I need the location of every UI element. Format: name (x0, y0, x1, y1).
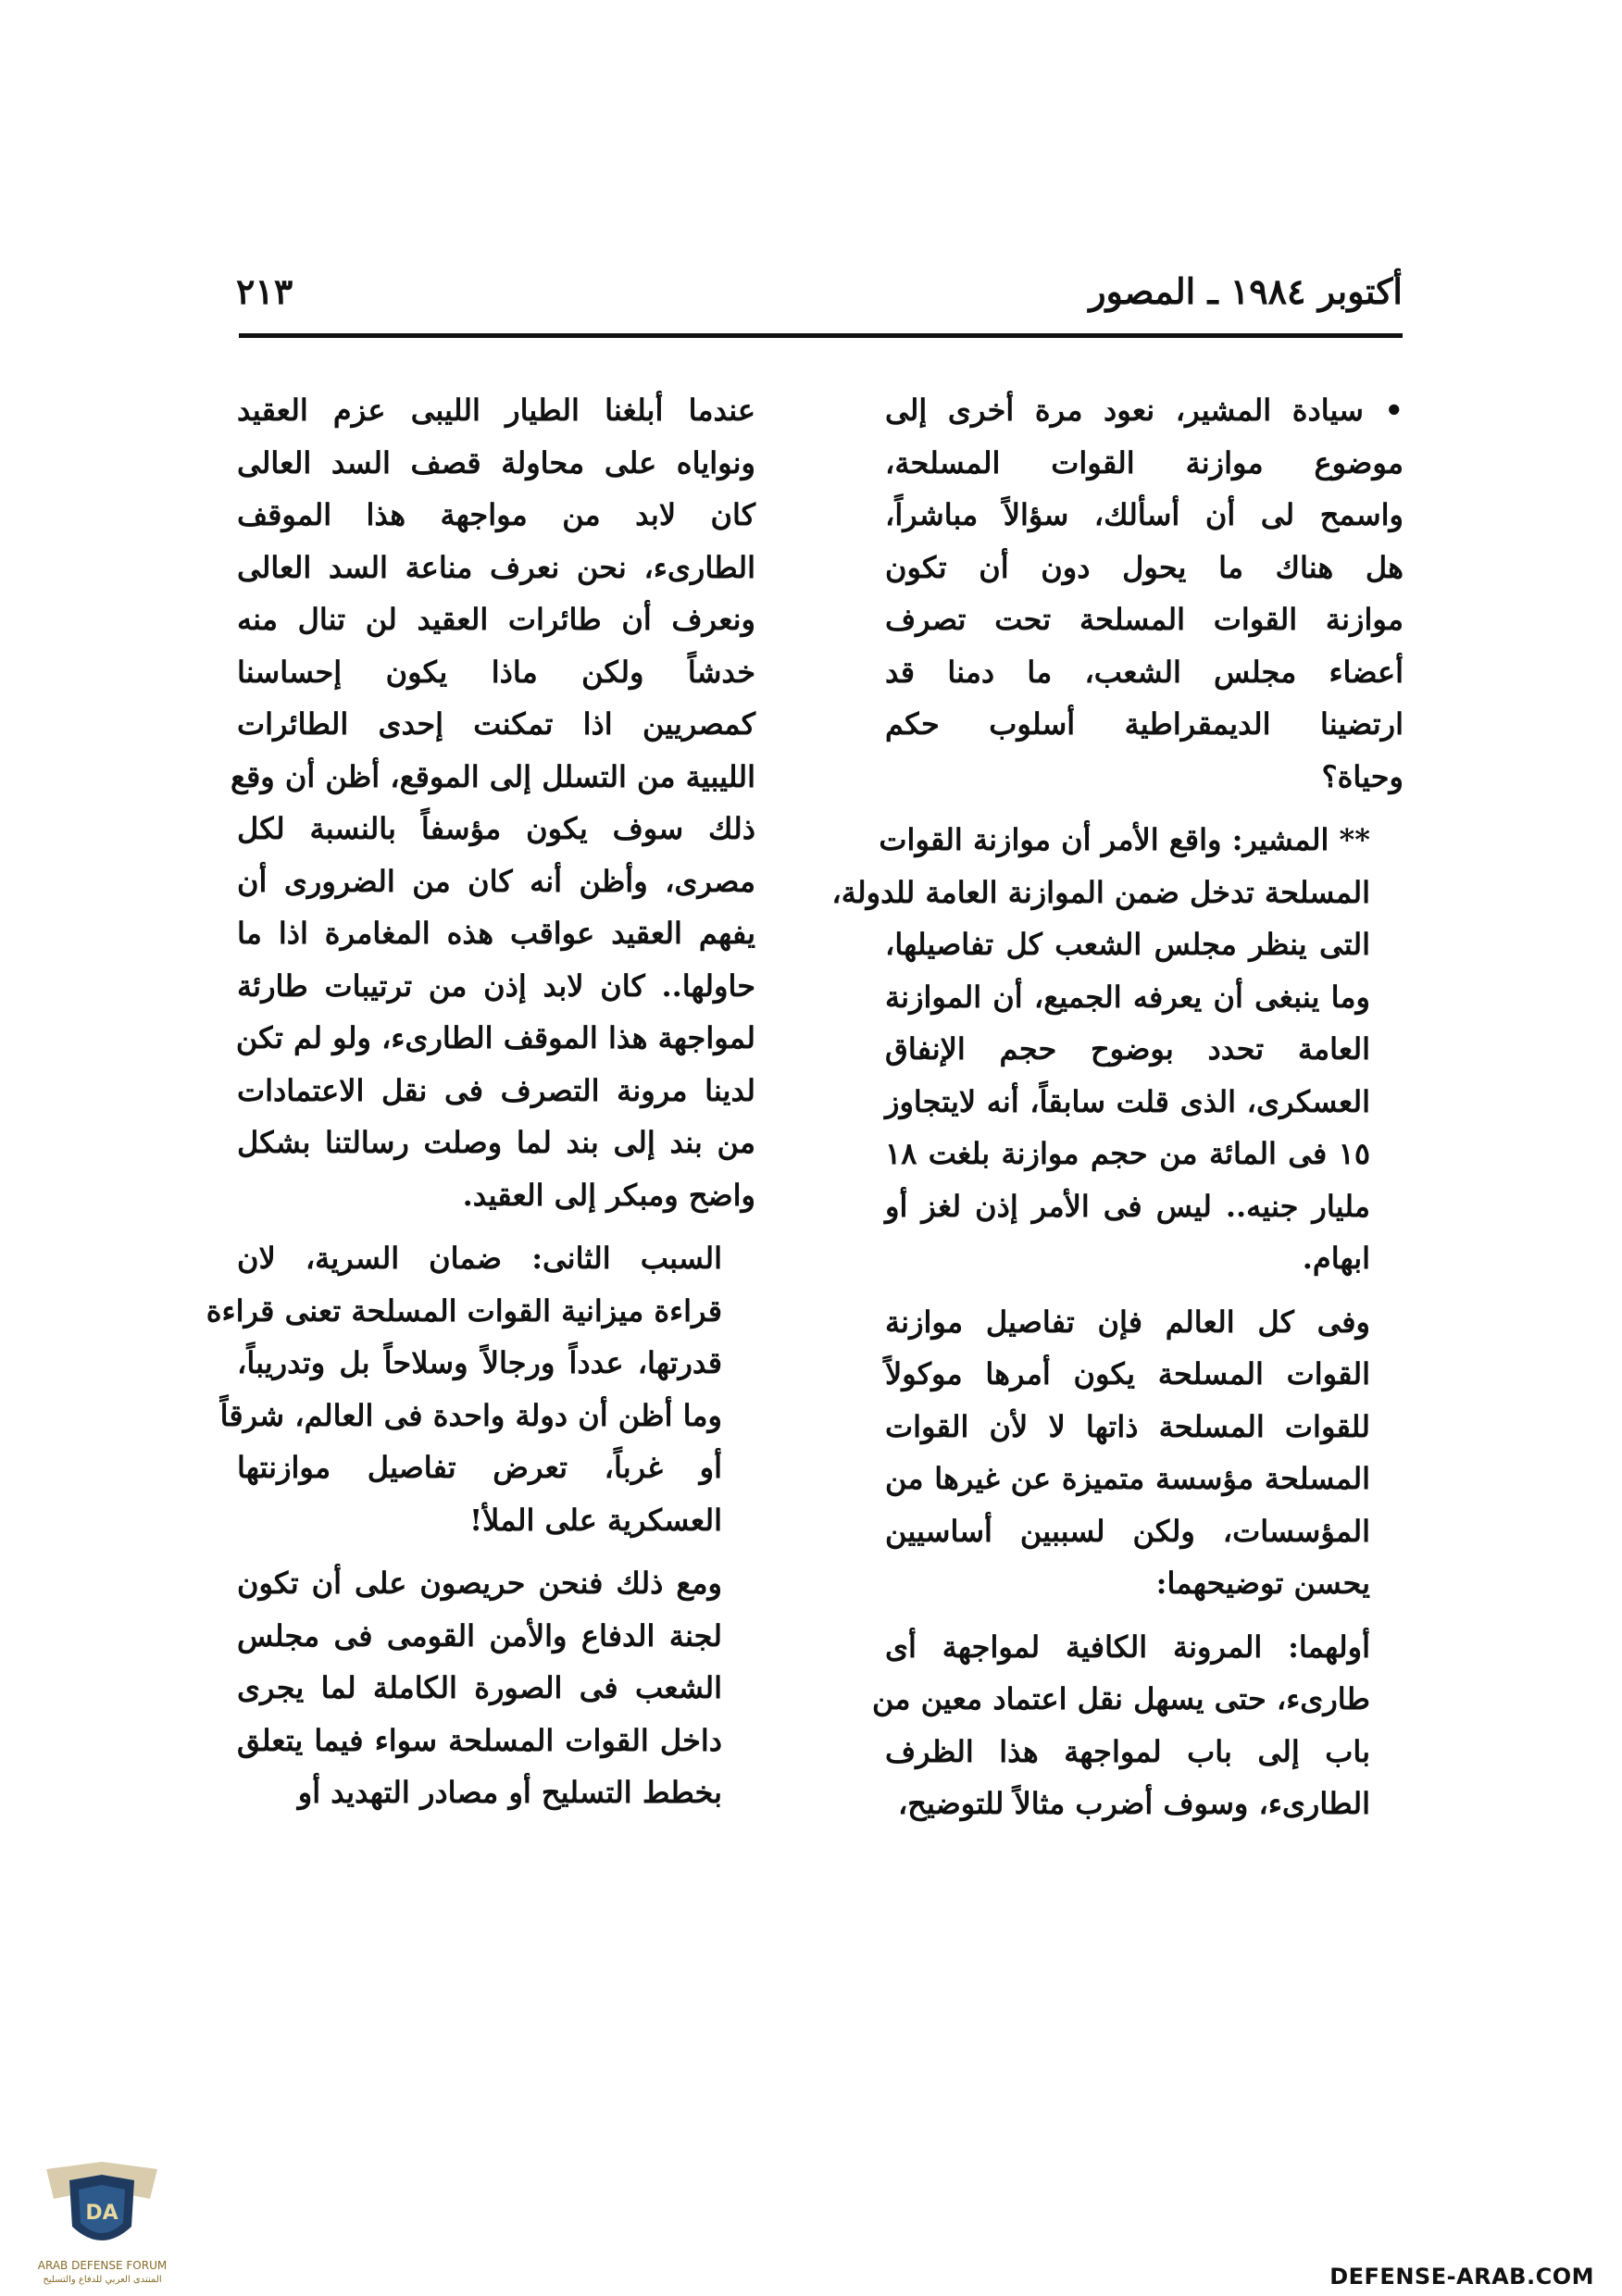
text-line: ذلك سوف يكون مؤسفاً بالنسبة لكل (237, 811, 755, 846)
text-line: الشعب فى الصورة الكاملة لما يجرى (237, 1670, 722, 1705)
text-line: حاولها.. كان لابد إذن من ترتيبات طارئة (237, 967, 755, 1004)
header-title: أكتوبر ١٩٨٤ ـ المصور (1089, 270, 1403, 312)
site-footer[interactable]: DEFENSE-ARAB.COM (1329, 2264, 1594, 2290)
page-header (236, 264, 1403, 319)
logo-caption-ar: المنتدى العربي للدفاع والتسليح (43, 2275, 162, 2285)
text-line: وما ينبغى أن يعرفه الجميع، أن الموازنة (885, 979, 1370, 1015)
text-line: العامة تحدد بوضوح حجم الإنفاق (885, 1031, 1370, 1067)
text-line: وفى كل العالم فإن تفاصيل موازنة (885, 1304, 1370, 1340)
right-column-paragraph (831, 814, 1404, 1285)
logo-caption (17, 2259, 188, 2287)
left-column-paragraph (206, 1232, 755, 1546)
text-line: ومع ذلك فنحن حريصون على أن تكون (237, 1566, 722, 1601)
text-line: وحياة؟ (1321, 758, 1404, 794)
text-line: بخطط التسليح أو مصادر التهديد أو (297, 1775, 722, 1810)
text-line: قدرتها، عدداً ورجالاً وسلاحاً بل وتدريباً، (237, 1345, 722, 1380)
text-line: كان لابد من مواجهة هذا الموقف (237, 497, 755, 532)
text-line: خدشاً ولكن ماذا يكون إحساسنا (237, 654, 755, 690)
text-line: ابهام. (1302, 1241, 1370, 1276)
text-line: ونعرف أن طائرات العقيد لن تنال منه (237, 602, 755, 637)
shield-emblem-icon (28, 2162, 176, 2264)
text-line: أو غرباً، تعرض تفاصيل موازنتها (237, 1450, 722, 1485)
text-line: من بند إلى بند لما وصلت رسالتنا بشكل (237, 1125, 755, 1160)
text-line: ونواياه على محاولة قصف السد العالى (237, 444, 755, 480)
text-line: القوات المسلحة يكون أمرها موكولاً (885, 1356, 1370, 1391)
text-line: باب إلى باب لمواجهة هذا الظرف (885, 1733, 1370, 1769)
text-line: طارىء، حتى يسهل نقل اعتماد معين من (871, 1681, 1370, 1716)
text-line: ارتضينا الديمقراطية أسلوب حكم (885, 706, 1404, 742)
right-column-paragraph (885, 384, 1404, 803)
right-column-paragraph (885, 1296, 1404, 1610)
text-line: • سيادة المشير، نعود مرة أخرى إلى (885, 393, 1404, 428)
text-line: الطارىء، وسوف أضرب مثالاً للتوضيح، (897, 1786, 1370, 1821)
text-line: قراءة ميزانية القوات المسلحة تعنى قراءة (206, 1292, 722, 1329)
text-line: موازنة القوات المسلحة تحت تصرف (885, 602, 1404, 637)
text-line: المسلحة تدخل ضمن الموازنة العامة للدولة، (831, 874, 1370, 910)
text-line: الليبية من التسلل إلى الموقع، أظن أن وقع (230, 758, 755, 794)
logo-mark: DA (85, 2202, 119, 2225)
text-line: السبب الثانى: ضمان السرية، لان (237, 1241, 722, 1276)
text-line: ١٥ فى المائة من حجم موازنة بلغت ١٨ (885, 1136, 1370, 1171)
right-column-paragraph (871, 1621, 1404, 1830)
left-column (206, 384, 755, 1830)
text-line: داخل القوات المسلحة سواء فيما يتعلق (237, 1722, 722, 1758)
text-line: يحسن توضيحهما: (1155, 1566, 1370, 1601)
text-line: هل هناك ما يحول دون أن تكون (885, 549, 1404, 585)
text-line: لدينا مرونة التصرف فى نقل الاعتمادات (237, 1072, 755, 1108)
page-number: ٢١٣ (236, 270, 293, 312)
text-line: ** المشير: واقع الأمر أن موازنة القوات (879, 822, 1370, 857)
text-line: مليار جنيه.. ليس فى الأمر إذن لغز أو (885, 1188, 1370, 1224)
text-line: المسلحة مؤسسة متميزة عن غيرها من (885, 1461, 1370, 1496)
text-line: أولهما: المرونة الكافية لمواجهة أى (885, 1628, 1370, 1665)
text-line: العسكرية على الملأ! (469, 1502, 722, 1538)
text-line: لمواجهة هذا الموقف الطارىء، ولو لم تكن (235, 1020, 755, 1055)
text-line: المؤسسات، ولكن لسببين أساسيين (885, 1513, 1370, 1549)
logo-caption-en: ARAB DEFENSE FORUM (37, 2259, 168, 2272)
text-line: موضوع موازنة القوات المسلحة، (885, 444, 1404, 480)
header-rule (239, 333, 1403, 338)
text-line: الطارىء، نحن نعرف مناعة السد العالى (237, 549, 755, 585)
text-line: واضح ومبكر إلى العقيد. (462, 1177, 755, 1213)
text-line: مصرى، وأظن أنه كان من الضرورى أن (237, 863, 755, 899)
text-line: للقوات المسلحة ذاتها لا لأن القوات (885, 1408, 1370, 1444)
text-line: وما أظن أن دولة واحدة فى العالم، شرقاً (219, 1397, 722, 1433)
right-column (831, 384, 1404, 1841)
text-line: عندما أبلغنا الطيار الليبى عزم العقيد (237, 393, 755, 428)
text-line: التى ينظر مجلس الشعب كل تفاصيلها، (885, 927, 1370, 962)
left-column-paragraph (230, 384, 755, 1221)
text-line: واسمح لى أن أسألك، سؤالاً مباشراً، (885, 497, 1404, 532)
text-line: يفهم العقيد عواقب هذه المغامرة اذا ما (237, 916, 755, 951)
text-line: كمصريين اذا تمكنت إحدى الطائرات (237, 706, 755, 742)
text-line: العسكرى، الذى قلت سابقاً، أنه لايتجاوز (885, 1083, 1370, 1119)
text-line: أعضاء مجلس الشعب، ما دمنا قد (885, 654, 1404, 690)
text-line: لجنة الدفاع والأمن القومى فى مجلس (237, 1617, 722, 1653)
left-column-paragraph (237, 1557, 755, 1819)
